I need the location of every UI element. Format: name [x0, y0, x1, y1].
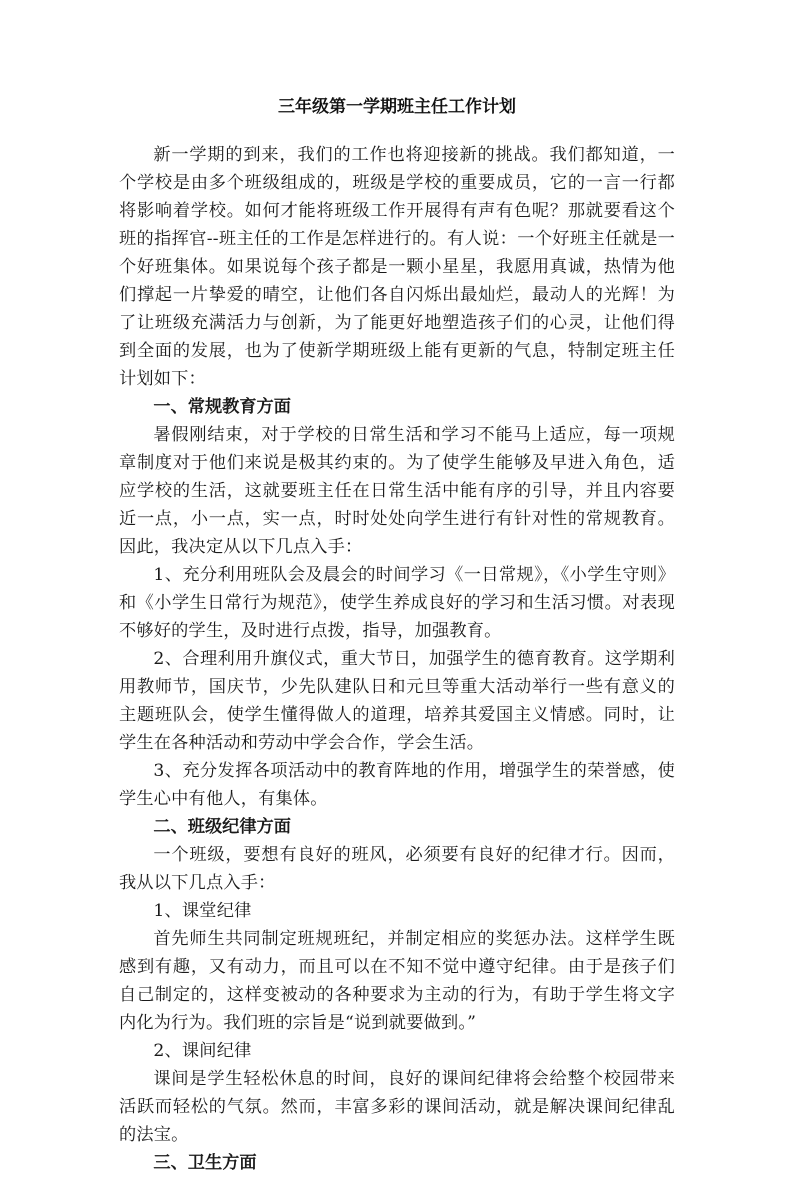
subheading: 2、课间纪律 — [153, 1041, 252, 1061]
section-hygiene — [119, 1149, 675, 1177]
body-paragraph: 3、充分发挥各项活动中的教育阵地的作用，增强学生的荣誉感，使学生心中有他人，有集体。 — [119, 761, 675, 809]
intro-paragraph: 新一学期的到来，我们的工作也将迎接新的挑战。我们都知道，一个学校是由多个班级组成的，班级是学校的重要成员，它的一言一行都将影响着学校。如何才能将班级工作开展得有声有色呢？那就要看这个班的指挥官--班主任的工作是怎样进行的。有人说：一个好班主任就是一个好班集体。如果说每个孩子都是一颗小星星，我愿用真诚，热情为他们撑起一片挚爱的晴空，让他们各自闪烁出最灿烂，最动人的光辉！为了让班级充满活力与创新，为了能更好地塑造孩子们的心灵，让他们得到全面的发展，也为了使新学期班级上能有更新的气息，特制定班主任计划如下： — [119, 145, 675, 389]
document-title: 三年级第一学期班主任工作计划 — [278, 97, 516, 117]
section-routine-education — [119, 393, 675, 813]
section-class-discipline — [119, 813, 675, 1149]
body-paragraph: 课间是学生轻松休息的时间，良好的课间纪律将会给整个校园带来活跃而轻松的气氛。然而，丰富多彩的课间活动，就是解决课间纪律乱的法宝。 — [119, 1069, 675, 1145]
section-heading: 一、常规教育方面 — [153, 397, 291, 417]
body-paragraph: 一个班级，要想有良好的班风，必须要有良好的纪律才行。因而，我从以下几点入手： — [119, 845, 675, 893]
body-paragraph: 暑假刚结束，对于学校的日常生活和学习不能马上适应，每一项规章制度对于他们来说是极其约束的。为了使学生能够及早进入角色，适应学校的生活，这就要班主任在日常生活中能有序的引导，并且内容要近一点，小一点，实一点，时时处处向学生进行有针对性的常规教育。因此，我决定从以下几点入手： — [119, 425, 675, 557]
section-heading: 三、卫生方面 — [153, 1153, 257, 1173]
section-heading: 二、班级纪律方面 — [153, 817, 291, 837]
document-page — [119, 95, 675, 1177]
body-paragraph: 1、充分利用班队会及晨会的时间学习《一日常规》，《小学生守则》和《小学生日常行为规范》，使学生养成良好的学习和生活习惯。对表现不够好的学生，及时进行点拨，指导，加强教育。 — [119, 565, 675, 641]
body-paragraph: 首先师生共同制定班规班纪，并制定相应的奖惩办法。这样学生既感到有趣，又有动力，而且可以在不知不觉中遵守纪律。由于是孩子们自己制定的，这样变被动的各种要求为主动的行为，有助于学生将文字内化为行为。我们班的宗旨是“说到就要做到。” — [119, 929, 675, 1033]
subheading: 1、课堂纪律 — [153, 901, 252, 921]
body-paragraph: 2、合理利用升旗仪式，重大节日，加强学生的德育教育。这学期利用教师节，国庆节，少先队建队日和元旦等重大活动举行一些有意义的主题班队会，使学生懂得做人的道理，培养其爱国主义情感。同时，让学生在各种活动和劳动中学会合作，学会生活。 — [119, 649, 675, 753]
